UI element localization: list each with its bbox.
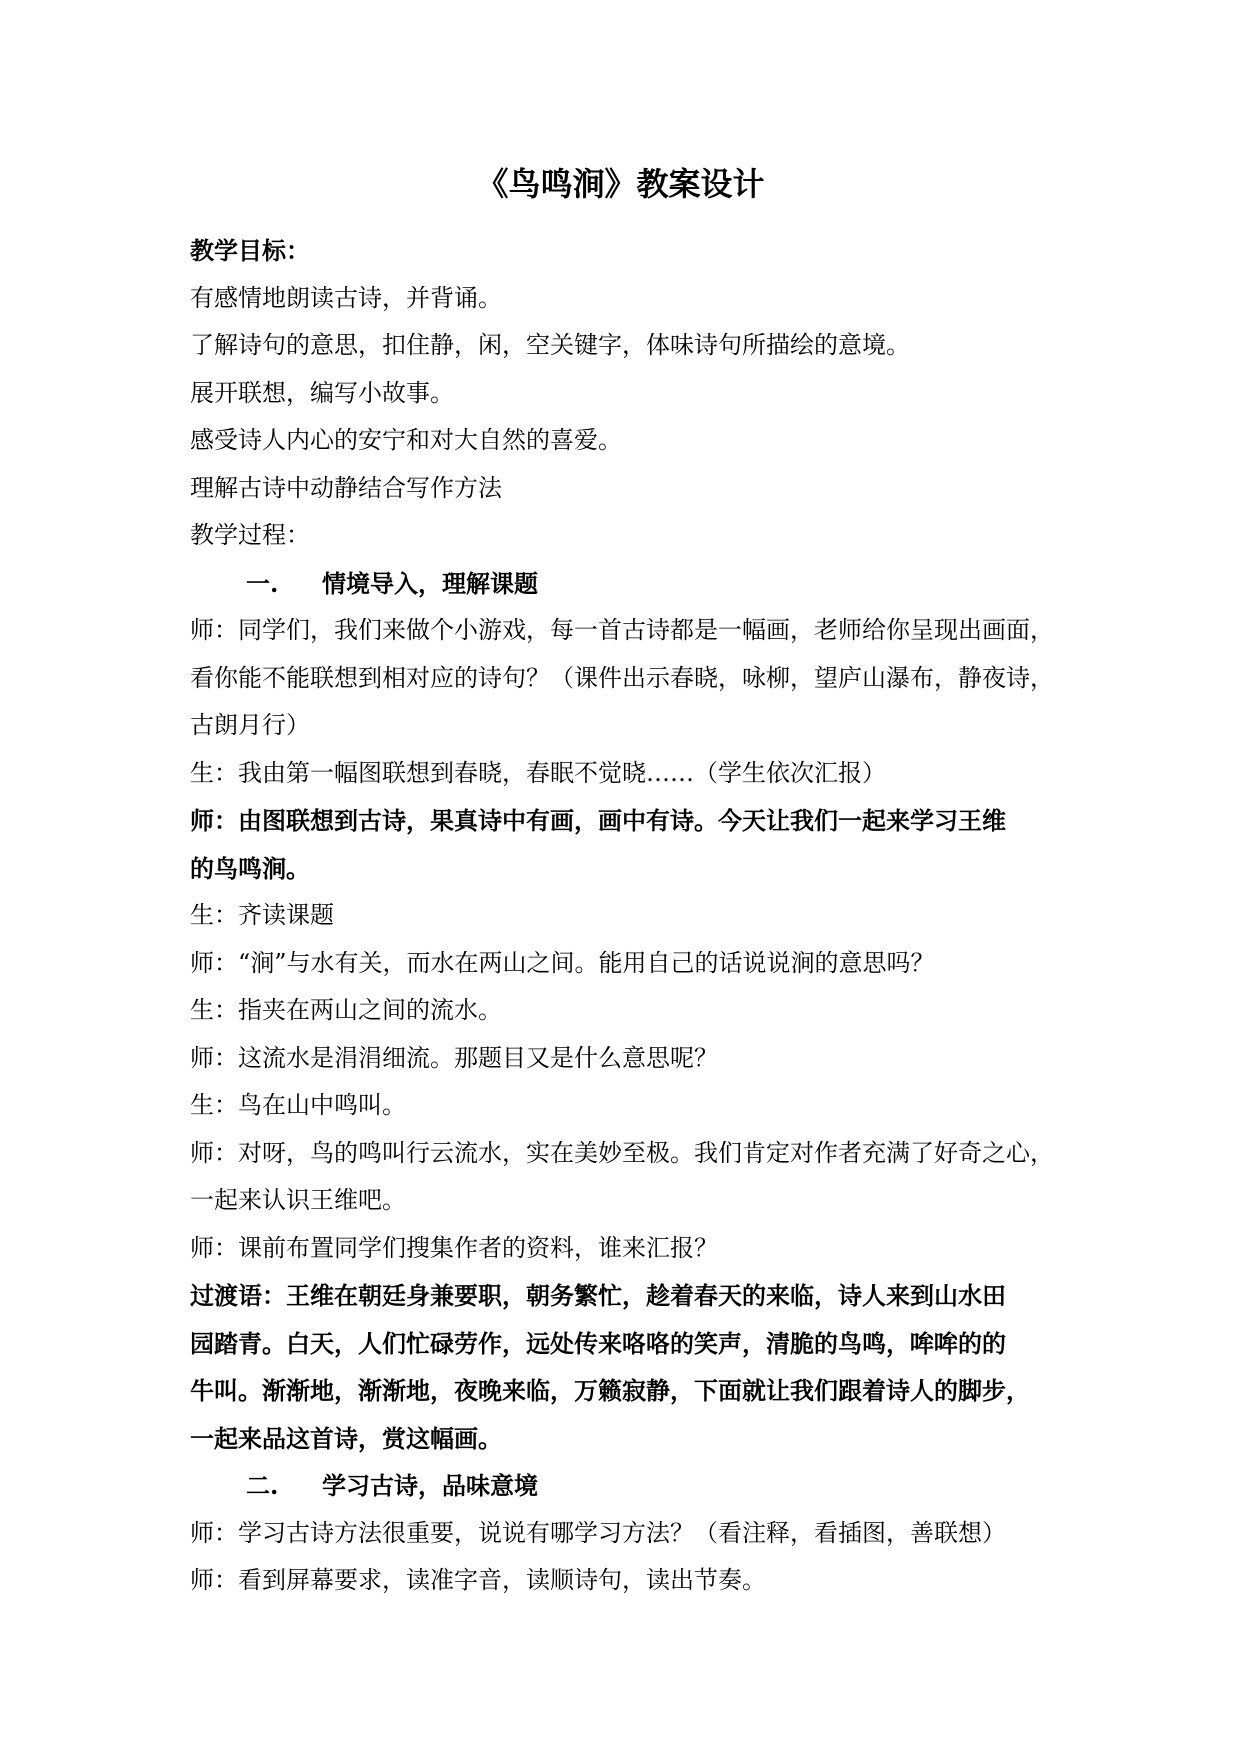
section-2-body <box>190 1510 1060 1605</box>
objective-item: 有感情地朗读古诗，并背诵。 <box>190 283 502 312</box>
document-body <box>190 227 1060 1605</box>
dialogue-line: 师：看到屏幕要求，读准字音，读顺诗句，读出节奏。 <box>190 1566 766 1594</box>
dialogue-line: 园踏青。白天，人们忙碌劳作，远处传来咯咯的笑声，清脆的鸟鸣，哞哞的的 <box>190 1328 1006 1358</box>
dialogue-line: 师：课前布置同学们搜集作者的资料，谁来汇报？ <box>190 1233 718 1262</box>
objective-item: 了解诗句的意思，扣住静，闲，空关键字，体味诗句所描绘的意境。 <box>190 331 910 359</box>
dialogue-line: 看你能不能联想到相对应的诗句？（课件出示春晓，咏柳，望庐山瀑布，静夜诗， <box>190 663 1054 692</box>
dialogue-line: 师：对呀，鸟的鸣叫行云流水，实在美妙至极。我们肯定对作者充满了好奇之心， <box>190 1138 1054 1167</box>
dialogue-line: 生：指夹在两山之间的流水。 <box>190 996 502 1024</box>
section-heading-2 <box>190 1462 1060 1510</box>
dialogue-line: 过渡语：王维在朝廷身兼要职，朝务繁忙，趁着春天的来临，诗人来到山水田 <box>190 1281 1006 1310</box>
dialogue-line: 一起来认识王维吧。 <box>190 1186 406 1214</box>
dialogue-line: 师：同学们，我们来做个小游戏，每一首古诗都是一幅画，老师给你呈现出画面， <box>190 616 1054 644</box>
dialogue-line: 古朗月行） <box>190 711 310 739</box>
section-title: 情境导入，理解课题 <box>322 568 538 598</box>
objectives-list <box>190 275 1060 513</box>
document-title: 《鸟鸣涧》教案设计 <box>476 165 765 203</box>
dialogue-line: 生：齐读课题 <box>190 901 334 929</box>
objective-item: 理解古诗中动静结合写作方法 <box>190 473 502 502</box>
objective-item: 展开联想，编写小故事。 <box>190 378 454 407</box>
dialogue-line: 的鸟鸣涧。 <box>190 853 310 883</box>
dialogue-line: 师：学习古诗方法很重要，说说有哪学习方法？（看注释，看插图，善联想） <box>190 1518 1006 1547</box>
section-title: 学习古诗，品味意境 <box>322 1471 538 1500</box>
section-heading-1 <box>190 560 1060 608</box>
process-heading: 教学过程： <box>190 521 310 549</box>
objectives-heading: 教学目标： <box>190 236 310 265</box>
dialogue-line: 一起来品这首诗，赏这幅画。 <box>190 1423 502 1453</box>
dialogue-line: 生：我由第一幅图联想到春晓，春眠不觉晓……（学生依次汇报） <box>190 758 886 787</box>
section-1-body <box>190 607 1060 1462</box>
dialogue-line: 生：鸟在山中鸣叫。 <box>190 1091 406 1119</box>
objective-item: 感受诗人内心的安宁和对大自然的喜爱。 <box>190 426 622 454</box>
dialogue-line: 牛叫。渐渐地，渐渐地，夜晚来临，万籁寂静，下面就让我们跟着诗人的脚步， <box>190 1376 1030 1405</box>
dialogue-line: 师：这流水是涓涓细流。那题目又是什么意思呢？ <box>190 1043 718 1072</box>
dialogue-line: 师：“涧”与水有关，而水在两山之间。能用自己的话说说涧的意思吗？ <box>190 948 935 977</box>
dialogue-line: 师：由图联想到古诗，果真诗中有画，画中有诗。今天让我们一起来学习王维 <box>190 806 1006 835</box>
section-number: 二. <box>246 1471 279 1500</box>
section-number: 一. <box>246 568 279 598</box>
